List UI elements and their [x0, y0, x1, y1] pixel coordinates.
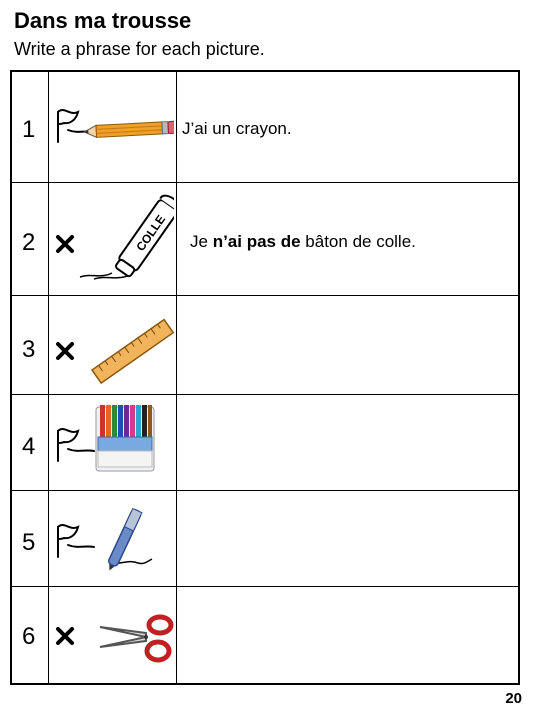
table-row-3: [12, 296, 518, 395]
row-picture: [50, 589, 174, 686]
table-row-2: [12, 183, 518, 296]
worksheet-instruction: Write a phrase for each picture.: [14, 39, 265, 59]
answer-part: bâton de colle.: [300, 232, 416, 251]
row-picture: [50, 185, 174, 298]
cross-ruler-icon: [50, 298, 174, 393]
table-row-6: [12, 587, 518, 683]
answer-text: [182, 120, 292, 137]
table-row-4: [12, 395, 518, 491]
cross-glue-stick-icon: [50, 185, 174, 293]
worksheet-title: Dans ma trousse: [14, 8, 192, 33]
row-picture: [50, 74, 174, 186]
answer-bold-part: pas de: [246, 232, 301, 251]
row-number: 4: [22, 433, 36, 460]
cross-scissors-icon: [50, 589, 174, 681]
svg-text:COLLE: COLLE: [133, 212, 169, 254]
flag-pencil-icon: [50, 74, 174, 181]
row-picture: [50, 397, 174, 494]
answer-bold-part: n’ai: [212, 232, 242, 251]
flag-felt-pens-icon: [50, 397, 174, 489]
flag-pen-icon: [50, 493, 174, 585]
row-number: 6: [22, 623, 36, 650]
answer-part: J’ai un crayon.: [182, 119, 292, 138]
row-number: 1: [22, 116, 36, 143]
answer-part: Je: [190, 232, 213, 251]
row-number: 2: [22, 229, 36, 256]
row-picture: [50, 298, 174, 398]
row-picture: [50, 493, 174, 590]
page-number: 20: [505, 690, 522, 707]
exercise-table: [10, 70, 520, 685]
row-number: 3: [22, 336, 36, 363]
row-number: 5: [22, 529, 36, 556]
table-row-1: [12, 72, 518, 183]
table-row-5: [12, 491, 518, 587]
answer-text: [190, 233, 416, 250]
